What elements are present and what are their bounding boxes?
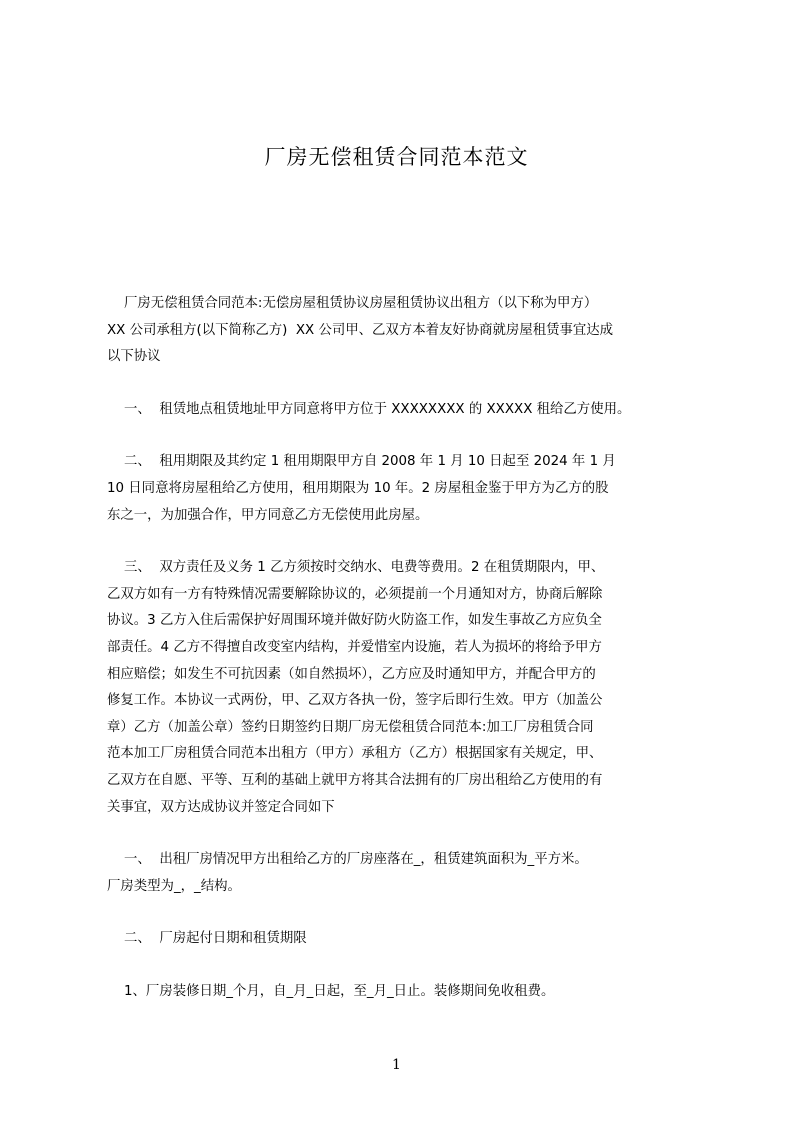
text-line: 三、 双方责任及义务 1 乙方须按时交纳水、电费等费用。2 在租赁期限内，甲、 (107, 560, 605, 576)
text-line: 关事宜，双方达成协议并签定合同如下 (107, 799, 335, 815)
paragraph-spacer (107, 423, 697, 449)
paragraph-section-2 (107, 449, 697, 529)
text-line: 1、厂房装修日期_个月，自_月_日起，至_月_日止。装修期间免收租费。 (107, 983, 555, 999)
paragraph-spacer (107, 371, 697, 397)
text-line: 厂房类型为_，_结构。 (107, 878, 241, 894)
text-line: 东之一，为加强合作，甲方同意乙方无偿使用此房屋。 (107, 507, 429, 523)
text-line: 二、 租用期限及其约定 1 租用期限甲方自 2008 年 1 月 10 日起至 2024 年 1 月 (107, 454, 616, 470)
paragraph-intro (107, 291, 697, 371)
paragraph-section-3 (107, 555, 697, 821)
text-line: 相应赔偿；如发生不可抗因素（如自然损坏），乙方应及时通知甲方，并配合甲方的 (107, 666, 596, 682)
text-line: 部责任。4 乙方不得擅自改变室内结构，并爱惜室内设施，若人为损坏的将给予甲方 (107, 639, 602, 655)
text-line: 厂房无偿租赁合同范本:无偿房屋租赁协议房屋租赁协议出租方（以下称为甲方） (107, 296, 598, 311)
paragraph-factory-info (107, 847, 697, 900)
paragraph-spacer (107, 900, 697, 926)
text-line: 以下协议 (107, 349, 161, 365)
page-number: 1 (392, 1057, 401, 1073)
paragraph-spacer (107, 821, 697, 847)
text-line: 乙双方如有一方有特殊情况需要解除协议的，必须提前一个月通知对方，协商后解除 (107, 586, 603, 602)
text-line: XX 公司承租方(以下简称乙方) XX 公司甲、乙双方本着友好协商就房屋租赁事宜达成 (107, 322, 614, 338)
paragraph-spacer (107, 953, 697, 979)
paragraph-lease-term-heading (107, 926, 697, 953)
document-title: 厂房无偿租赁合同范本范文 (264, 145, 529, 169)
text-line: 协议。3 乙方入住后需保护好周围环境并做好防火防盗工作，如发生事故乙方应负全 (107, 613, 602, 629)
text-line: 范本加工厂房租赁合同范本出租方（甲方）承租方（乙方）根据国家有关规定，甲、 (107, 746, 603, 762)
paragraph-spacer (107, 529, 697, 555)
text-line: 修复工作。本协议一式两份，甲、乙双方各执一份，签字后即行生效。甲方（加盖公 (107, 693, 603, 709)
text-line: 10 日同意将房屋租给乙方使用，租用期限为 10 年。2 房屋租金鉴于甲方为乙方的股 (107, 480, 609, 496)
document-body (107, 291, 697, 1005)
text-line: 一、 租赁地点租赁地址甲方同意将甲方位于 XXXXXXXX 的 XXXXX 租给乙方使用。 (107, 401, 631, 417)
paragraph-renovation-period (107, 979, 697, 1006)
text-line: 二、 厂房起付日期和租赁期限 (107, 931, 307, 947)
text-line: 章）乙方（加盖公章）签约日期签约日期厂房无偿租赁合同范本:加工厂房租赁合同 (107, 719, 594, 735)
paragraph-section-1 (107, 397, 697, 424)
text-line: 一、 出租厂房情况甲方出租给乙方的厂房座落在_，租赁建筑面积为_平方米。 (107, 852, 588, 868)
text-line: 乙双方在自愿、平等、互利的基础上就甲方将其合法拥有的厂房出租给乙方使用的有 (107, 772, 603, 788)
